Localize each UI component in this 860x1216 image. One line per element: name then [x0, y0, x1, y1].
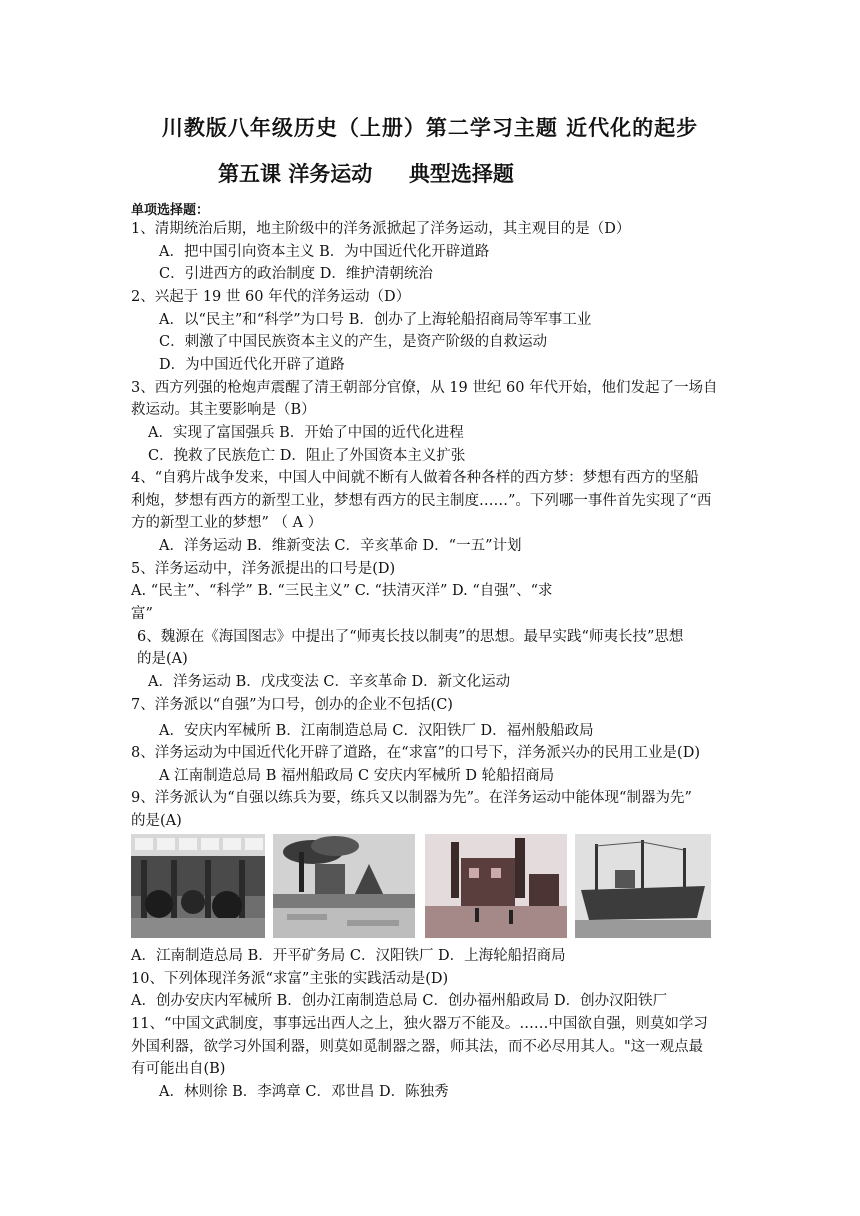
question-6-stem-line-2: 的是(A) [137, 651, 188, 667]
question-2-stem: 2、兴起于 19 世 60 年代的洋务运动（D） [131, 289, 411, 305]
question-10-stem: 10、下列体现洋务派“求富”主张的实践活动是(D) [131, 971, 449, 987]
question-10-options: A．创办安庆内军械所 B．创办江南制造总局 C．创办福州船政局 D．创办汉阳铁厂 [131, 993, 668, 1009]
question-6-options: A．洋务运动 B．戊戌变法 C．辛亥革命 D．新文化运动 [148, 674, 511, 690]
question-11-stem-line-2: 外国利器，欲学习外国利器，则莫如觅制器之器，师其法，而不必尽用其人。"这一观点最 [131, 1039, 704, 1055]
question-1-stem: 1、清期统治后期，地主阶级中的洋务派掀起了洋务运动，其主观目的是（D） [131, 221, 631, 237]
question-11-stem-line-1: 11、“中国文武制度，事事远出西人之上，独火器万不能及。……中国欲自强，则莫如学习 [131, 1016, 708, 1032]
question-3-stem-line-2: 救运动。其主要影响是（B） [131, 402, 316, 418]
question-7-options: A．安庆内军械所 B．江南制造总局 C．汉阳铁厂 D．福州般船政局 [159, 723, 594, 739]
question-9-options: A．江南制造总局 B．开平矿务局 C．汉阳铁厂 D．上海轮船招商局 [131, 948, 566, 964]
question-2-option-d: D．为中国近代化开辟了道路 [159, 357, 345, 373]
document-subtitle: 第五课 洋务运动 典型选择题 [218, 161, 514, 186]
question-9-stem-line-1: 9、洋务派认为“自强以练兵为要，练兵又以制器为先”。在洋务运动中能体现“制器为先” [131, 790, 692, 806]
question-5-options: A. “民主”、“科学” B. “三民主义” C. “扶清灭洋” D. “自强”、“求 [131, 583, 553, 599]
question-7-stem: 7、洋务派以“自强”为口号，创办的企业不包括(C) [131, 697, 453, 713]
question-2-option-a-b: A．以“民主”和“科学”为口号 B．创办了上海轮船招商局等军事工业 [159, 312, 592, 328]
question-11-options: A．林则徐 B．李鸿章 C．邓世昌 D．陈独秀 [159, 1084, 449, 1100]
document-title: 川教版八年级历史（上册）第二学习主题 近代化的起步 [161, 115, 699, 140]
question-5-options-wrap: 富” [131, 606, 153, 622]
question-9-photo-strip [131, 834, 711, 938]
ironworks-photo [425, 834, 567, 938]
question-4-stem-line-2: 利炮，梦想有西方的新型工业，梦想有西方的民主制度……”。下列哪一事件首先实现了“西 [131, 493, 712, 509]
question-2-option-c: C．刺激了中国民族资本主义的产生，是资产阶级的自救运动 [159, 334, 548, 350]
question-1-options-row-1: A．把中国引向资本主义 B．为中国近代化开辟道路 [159, 244, 490, 260]
question-11-stem-line-3: 有可能出自(B) [131, 1061, 226, 1077]
question-4-options: A．洋务运动 B．维新变法 C．辛亥革命 D．“一五”计划 [159, 538, 522, 554]
question-5-stem: 5、洋务运动中，洋务派提出的口号是(D) [131, 561, 396, 577]
question-9-stem-line-2: 的是(A) [131, 813, 182, 829]
question-3-options-row-2: C．挽救了民族危亡 D．阻止了外国资本主义扩张 [148, 448, 466, 464]
section-label: 单项选择题： [131, 203, 210, 218]
steamship-dock-photo [575, 834, 711, 938]
factory-interior-photo [131, 834, 265, 938]
question-4-stem-line-1: 4、“自鸦片战争发来，中国人中间就不断有人做着各种各样的西方梦：梦想有西方的坚船 [131, 470, 699, 486]
question-3-stem-line-1: 3、西方列强的枪炮声震醒了清王朝部分官僚，从 19 世纪 60 年代开始，他们发起了一场自 [131, 380, 718, 396]
question-8-options: A 江南制造总局 B 福州船政局 C 安庆内军械所 D 轮船招商局 [159, 768, 555, 784]
mine-smokestack-photo [273, 834, 415, 938]
question-6-stem-line-1: 6、魏源在《海国图志》中提出了“师夷长技以制夷”的思想。最早实践“师夷长技”思想 [137, 629, 684, 645]
question-8-stem: 8、洋务运动为中国近代化开辟了道路，在“求富”的口号下，洋务派兴办的民用工业是(D) [131, 745, 700, 761]
question-1-options-row-2: C．引进西方的政治制度 D．维护清朝统治 [159, 266, 433, 282]
question-4-stem-line-3: 方的新型工业的梦想” （ A ） [131, 515, 323, 531]
question-3-options-row-1: A．实现了富国强兵 B．开始了中国的近代化进程 [148, 425, 464, 441]
